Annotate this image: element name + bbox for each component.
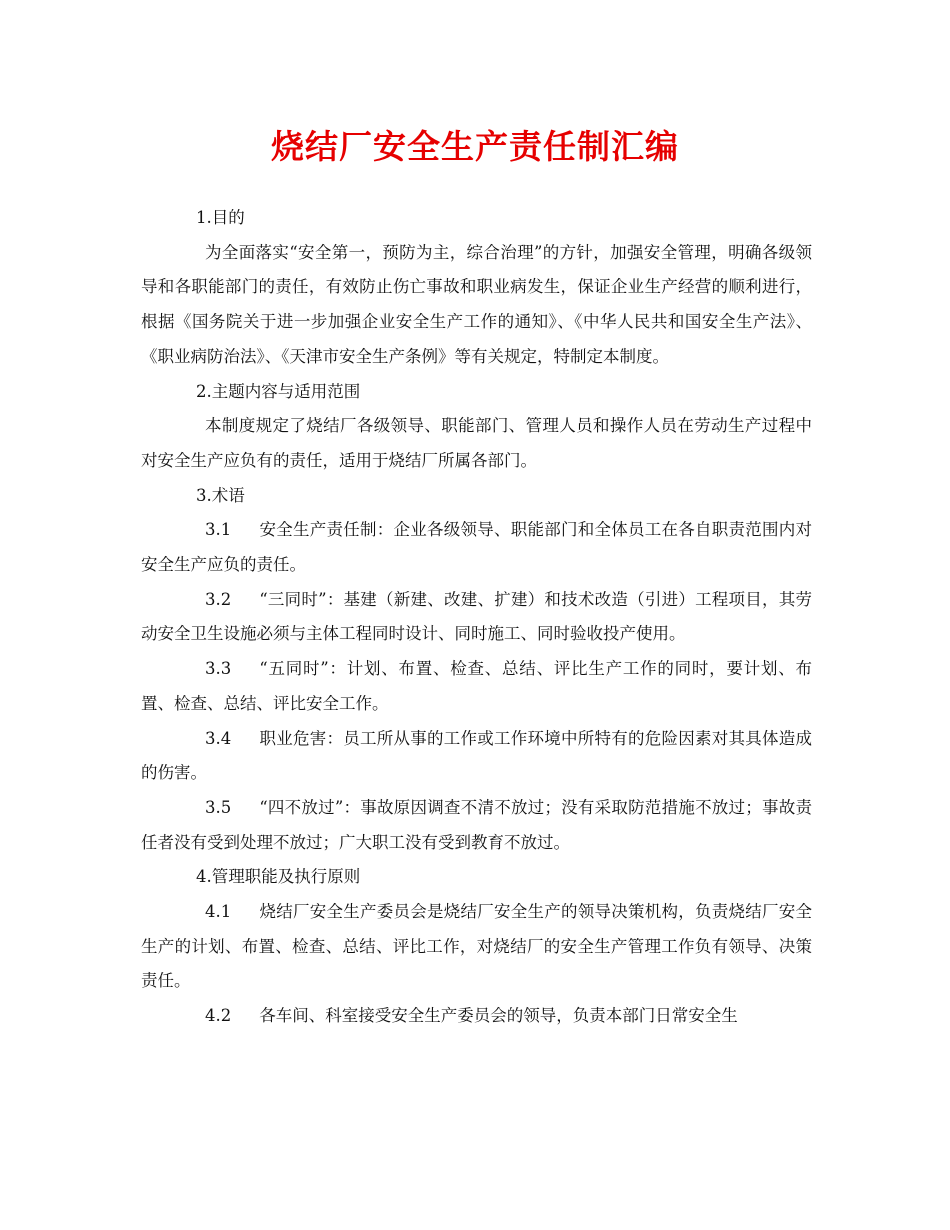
clause-4-2 <box>141 999 812 1034</box>
clause-4-1 <box>141 895 812 999</box>
clause-text: 各车间、科室接受安全生产委员会的领导，负责本部门日常安全生 <box>259 1006 738 1026</box>
clause-3-2 <box>141 583 812 652</box>
clause-number: 3.1 <box>205 520 232 540</box>
clause-3-3 <box>141 652 812 721</box>
clause-3-5 <box>141 791 812 860</box>
section-heading-1: 1.目的 <box>196 208 245 227</box>
section-paragraph-2: 本制度规定了烧结厂各级领导、职能部门、管理人员和操作人员在劳动生产过程中对安全生产应负有的责任，适用于烧结厂所属各部门。 <box>141 416 812 470</box>
clause-text: “三同时”：基建（新建、改建、扩建）和技术改造（引进）工程项目，其劳动安全卫生设施必须与主体工程同时设计、同时施工、同时验收投产使用。 <box>141 589 812 644</box>
document-body <box>141 201 812 1034</box>
clause-text: “四不放过”：事故原因调查不清不放过；没有采取防范措施不放过；事故责任者没有受到处理不放过；广大职工没有受到教育不放过。 <box>141 797 812 852</box>
clause-3-4 <box>141 722 812 791</box>
section-heading-4: 4.管理职能及执行原则 <box>196 867 361 887</box>
clause-text: 安全生产责任制：企业各级领导、职能部门和全体员工在各自职责范围内对安全生产应负的责任。 <box>141 520 812 575</box>
section-heading-2: 2.主题内容与适用范围 <box>196 381 361 401</box>
section-paragraph-1: 为全面落实“安全第一，预防为主，综合治理”的方针，加强安全管理，明确各级领导和各职能部门的责任，有效防止伤亡事故和职业病发生，保证企业生产经营的顺利进行，根据《国务院关于进一步加强企业安全生产工作的通知》、《中华人民共和国安全生产法》、《职业病防治法》、《天津市安全生产条例》等有关规定，特制定本制度。 <box>141 242 812 366</box>
clause-text: 烧结厂安全生产委员会是烧结厂安全生产的领导决策机构，负责烧结厂安全生产的计划、布置、检查、总结、评比工作，对烧结厂的安全生产管理工作负有领导、决策责任。 <box>141 902 812 991</box>
section-heading-3: 3.术语 <box>196 485 245 505</box>
clause-text: “五同时”：计划、布置、检查、总结、评比生产工作的同时，要计划、布置、检查、总结、评比安全工作。 <box>141 659 812 713</box>
clause-number: 4.2 <box>205 1006 232 1026</box>
clause-number: 3.3 <box>205 659 232 679</box>
clause-text: 职业危害：员工所从事的工作或工作环境中所特有的危险因素对其具体造成的伤害。 <box>141 728 812 783</box>
clause-number: 4.1 <box>205 902 232 922</box>
clause-number: 3.4 <box>205 728 232 748</box>
document-title: 烧结厂安全生产责任制汇编 <box>271 127 679 166</box>
clause-number: 3.2 <box>205 589 232 609</box>
clause-3-1 <box>141 513 812 582</box>
clause-number: 3.5 <box>205 797 232 817</box>
